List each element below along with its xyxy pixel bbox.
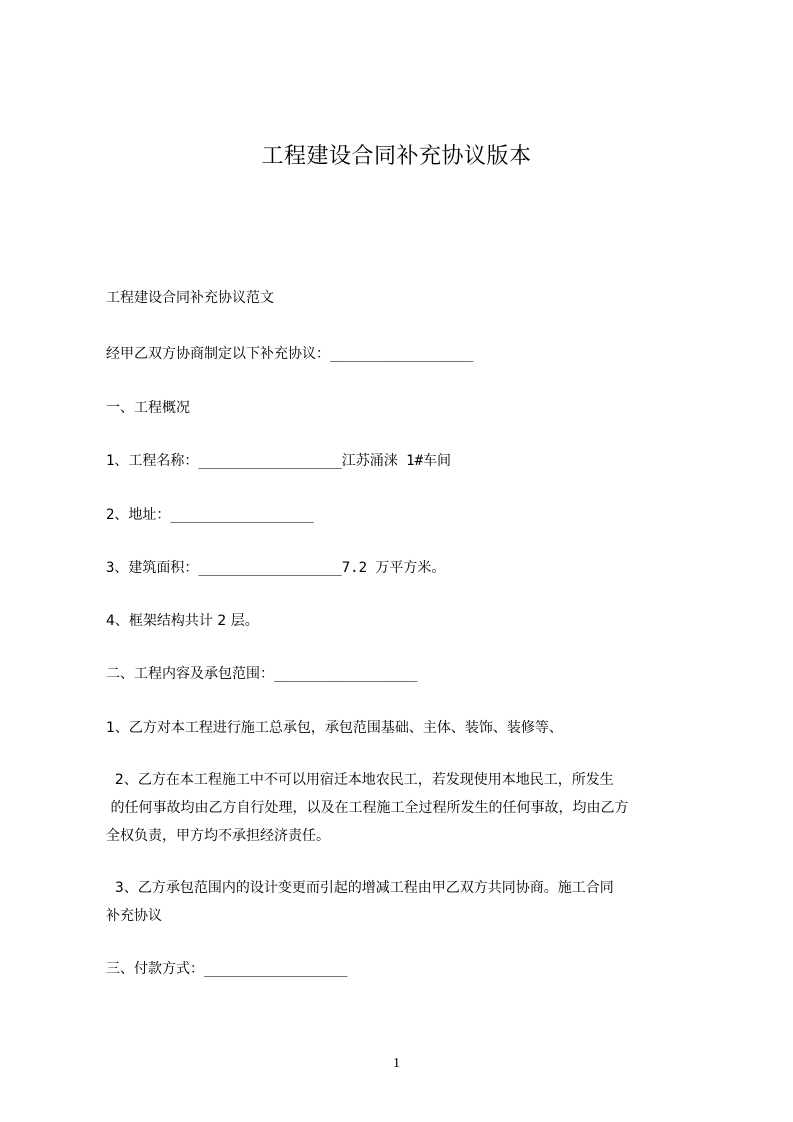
paragraph-template-heading: 工程建设合同补充协议范文 bbox=[106, 290, 274, 306]
page-number: 1 bbox=[393, 1056, 400, 1071]
paragraph-agreement-intro: 经甲乙双方协商制定以下补充协议：_________________ bbox=[106, 346, 474, 362]
address-line: 2、地址：_________________ bbox=[106, 507, 314, 523]
scope-item-3: 3、乙方承包范围内的设计变更而引起的增减工程由甲乙双方共同协商。施工合同 补充协议 bbox=[106, 880, 614, 924]
section-heading-scope: 二、工程内容及承包范围：_________________ bbox=[106, 666, 418, 682]
section-heading-project-overview: 一、工程概况 bbox=[106, 400, 190, 416]
document-title: 工程建设合同补充协议版本 bbox=[261, 144, 532, 169]
structure-line: 4、框架结构共计 2 层。 bbox=[106, 613, 259, 629]
scope-item-2: 2、乙方在本工程施工中不可以用宿迁本地农民工，若发现使用本地民工，所发生 的任何事故均由乙方自行处理，以及在工程施工全过程所发生的任何事故，均由乙方 全权负责，甲方均不承担经济责任。 bbox=[106, 772, 629, 844]
scope-item-1: 1、乙方对本工程进行施工总承包，承包范围基础、主体、装饰、装修等、 bbox=[106, 720, 563, 736]
project-name-line: 1、工程名称：_________________江苏涌涞 1#车间 bbox=[106, 453, 452, 469]
building-area-line: 3、建筑面积：_________________7.2 万平方米。 bbox=[106, 560, 446, 576]
section-heading-payment: 三、付款方式：_________________ bbox=[106, 961, 348, 977]
